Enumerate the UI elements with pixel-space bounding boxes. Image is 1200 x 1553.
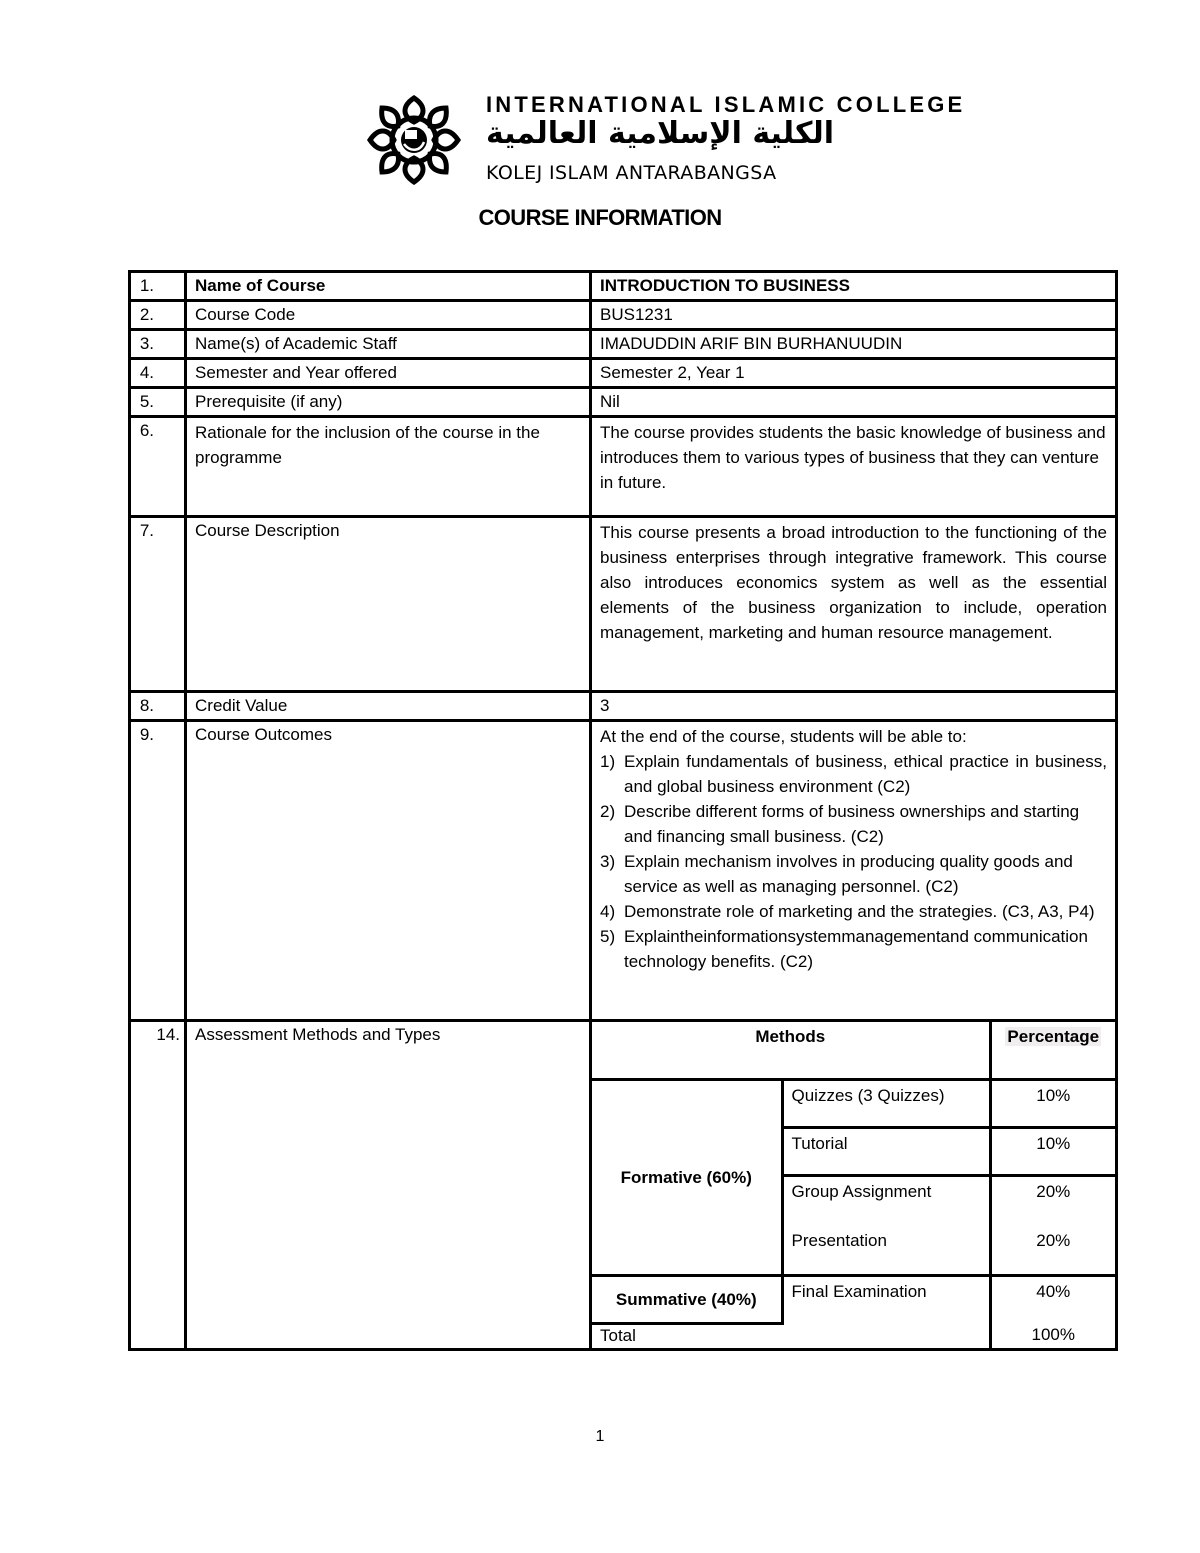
college-name-malay: KOLEJ ISLAM ANTARABANGSA <box>486 162 777 184</box>
table-row <box>130 721 1117 1021</box>
outcomes-intro: At the end of the course, students will be able to: <box>600 727 967 746</box>
table-row <box>130 272 1117 301</box>
list-item: 4) Demonstrate role of marketing and the strategies. (C3, A3, P4) <box>600 902 1095 921</box>
assessment-table <box>592 1022 1115 1348</box>
row-number: 14. <box>130 1021 186 1350</box>
formative-label: Formative (60%) <box>592 1080 782 1276</box>
college-logo <box>362 92 966 192</box>
row-number: 7. <box>130 517 186 692</box>
row-number: 5. <box>130 388 186 417</box>
row-number: 8. <box>130 692 186 721</box>
row-number: 3. <box>130 330 186 359</box>
methods-header: Methods <box>592 1022 990 1080</box>
row-number: 4. <box>130 359 186 388</box>
table-row <box>130 517 1117 692</box>
row-label: Course Outcomes <box>186 721 591 1021</box>
row-label: Rationale for the inclusion of the course in the programme <box>186 417 591 517</box>
row-value: This course presents a broad introduction to the functioning of the business enterprises through integrative framework. This course also introduces economics system as well as the essential elements of the business organization to include, operation management, marketing and human resource management. <box>591 517 1117 692</box>
college-name-english: INTERNATIONAL ISLAMIC COLLEGE <box>486 92 966 117</box>
list-item: 1) Explain fundamentals of business, ethical practice in business, and global business environment (C2) <box>600 752 1107 796</box>
row-label: Semester and Year offered <box>186 359 591 388</box>
assessment-cell <box>591 1021 1117 1350</box>
table-row <box>130 301 1117 330</box>
list-item: 3) Explain mechanism involves in producing quality goods and service as well as managing personnel. (C2) <box>600 852 1073 896</box>
row-value: The course provides students the basic knowledge of business and introduces them to various types of business that they can venture in future. <box>591 417 1117 517</box>
method-name: Group Assignment <box>782 1176 990 1226</box>
row-label: Name of Course <box>186 272 591 301</box>
college-name-arabic: الكلية الإسلامية العالمية <box>485 116 835 151</box>
row-value: Semester 2, Year 1 <box>591 359 1117 388</box>
method-name: Final Examination <box>782 1276 990 1324</box>
page-title: COURSE INFORMATION <box>478 205 722 230</box>
row-label: Name(s) of Academic Staff <box>186 330 591 359</box>
page-number: 1 <box>595 1428 605 1445</box>
row-label: Course Code <box>186 301 591 330</box>
method-name: Presentation <box>782 1226 990 1276</box>
row-number: 6. <box>130 417 186 517</box>
row-label: Course Description <box>186 517 591 692</box>
total-percentage: 100% <box>990 1324 1115 1348</box>
method-percentage: 20% <box>990 1176 1115 1226</box>
row-value: 3 <box>591 692 1117 721</box>
row-label: Prerequisite (if any) <box>186 388 591 417</box>
table-row <box>130 692 1117 721</box>
method-percentage: 20% <box>990 1226 1115 1276</box>
table-row <box>130 359 1117 388</box>
row-value: BUS1231 <box>591 301 1117 330</box>
table-row <box>130 1021 1117 1350</box>
percentage-header: Percentage <box>990 1022 1115 1080</box>
outcomes-list <box>600 749 1107 974</box>
row-label: Assessment Methods and Types <box>186 1021 591 1350</box>
college-emblem-icon <box>362 92 466 188</box>
method-name: Quizzes (3 Quizzes) <box>782 1080 990 1128</box>
table-row <box>130 417 1117 517</box>
course-info-table <box>128 270 1118 1351</box>
total-label: Total <box>600 1326 636 1345</box>
method-percentage: 10% <box>990 1128 1115 1176</box>
summative-label: Summative (40%) <box>592 1276 782 1324</box>
row-value: INTRODUCTION TO BUSINESS <box>591 272 1117 301</box>
table-row <box>130 388 1117 417</box>
row-value: IMADUDDIN ARIF BIN BURHANUUDIN <box>591 330 1117 359</box>
course-outcomes <box>591 721 1117 1021</box>
method-percentage: 10% <box>990 1080 1115 1128</box>
row-number: 2. <box>130 301 186 330</box>
row-number: 1. <box>130 272 186 301</box>
row-value: Nil <box>591 388 1117 417</box>
list-item: 5) Explaintheinformationsystemmanagementand communication technology benefits. (C2) <box>600 927 1088 971</box>
row-label: Credit Value <box>186 692 591 721</box>
table-row <box>130 330 1117 359</box>
method-percentage: 40% <box>990 1276 1115 1324</box>
method-name: Tutorial <box>782 1128 990 1176</box>
list-item: 2) Describe different forms of business ownerships and starting and financing small business. (C2) <box>600 802 1080 846</box>
row-number: 9. <box>130 721 186 1021</box>
